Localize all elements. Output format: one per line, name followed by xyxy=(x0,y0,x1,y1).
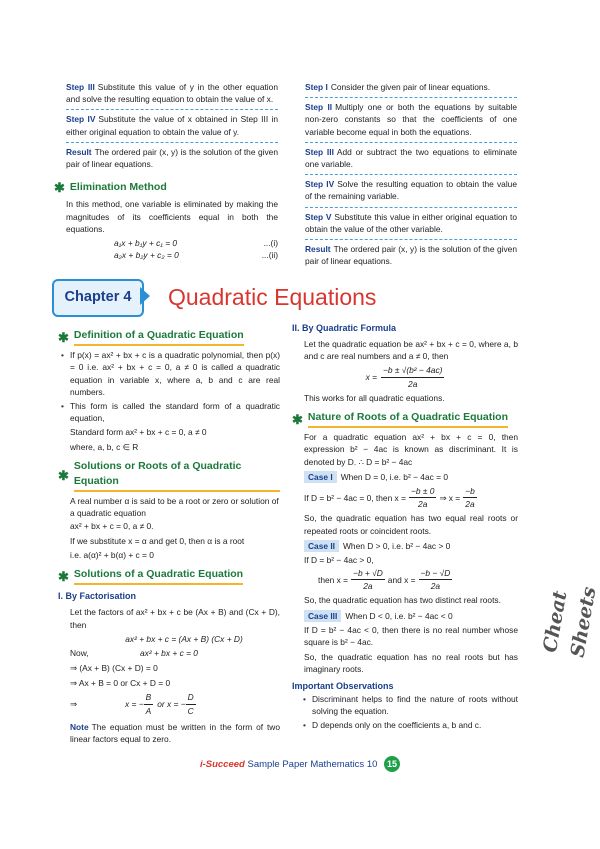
eq-part: ⇒ x = xyxy=(439,492,461,503)
factorisation-heading: I. By Factorisation xyxy=(58,591,137,602)
footer-brand: i-Succeed xyxy=(199,759,245,770)
factorisation-eq-3: ⇒ (Ax + B) (Cx + D) = 0 xyxy=(70,663,158,674)
numerator: B xyxy=(144,691,154,704)
note-label: Note xyxy=(70,721,89,732)
observation-bullet-2: • D depends only on the coefficients a, b and c. xyxy=(300,719,518,731)
formula-lhs: x = xyxy=(365,372,377,383)
case-2-badge: Case II xyxy=(304,540,339,552)
eq-part: then x = xyxy=(318,574,349,585)
section-heading-elimination xyxy=(54,180,278,195)
factorisation-eq-4: ⇒ Ax + B = 0 or Cx + D = 0 xyxy=(70,678,171,689)
heading-text: Nature of Roots of a Quadratic Equation xyxy=(308,410,508,428)
chapter-arrow-icon xyxy=(140,287,150,305)
roots-text-2: ax² + bx + c = 0, a ≠ 0. xyxy=(70,520,154,531)
note-text: The equation must be written in the form of two linear factors equal to zero. xyxy=(70,721,280,745)
case-text: When D = 0, i.e. b² − 4ac = 0 xyxy=(340,471,448,482)
chapter-title: Quadratic Equations xyxy=(168,284,377,310)
step-2-block xyxy=(305,98,517,143)
important-observations-heading: Important Observations xyxy=(292,680,394,691)
standard-form: Standard form ax² + bx + c = 0, a ≠ 0 xyxy=(70,427,207,438)
result-text: The ordered pair (x, y) is the solution of the given pair of linear equations. xyxy=(305,243,517,267)
heading-text: Solutions of a Quadratic Equation xyxy=(74,567,243,585)
top-left-column xyxy=(54,78,279,261)
denominator: 2a xyxy=(363,581,373,592)
denominator: 2a xyxy=(408,378,418,389)
result-block xyxy=(305,240,517,271)
step-text: Solve the resulting equation to obtain the value of the remaining variable. xyxy=(305,179,518,202)
case-2-eq xyxy=(292,567,518,592)
formula-works: This works for all quadratic equations. xyxy=(304,392,445,403)
step-3-block xyxy=(66,78,278,110)
quadratic-formula xyxy=(292,364,518,389)
asterisk-icon: ✱ xyxy=(292,411,303,427)
case-2-row xyxy=(292,540,518,552)
eq-part: x = − xyxy=(125,699,144,710)
fraction xyxy=(463,485,477,510)
asterisk-icon: ✱ xyxy=(58,329,69,345)
fraction-d-over-c xyxy=(186,691,196,716)
denominator: 2a xyxy=(430,581,441,592)
case-1-row xyxy=(292,471,518,483)
step-text: Substitute this value in either original equation to obtain the value of the other variable. xyxy=(305,211,517,234)
now-label: Now, xyxy=(70,647,89,658)
numerator: −b − √D xyxy=(419,567,453,580)
case-1-so: So, the quadratic equation has two equal real roots or repeated roots or coincident roots. xyxy=(304,513,518,536)
standard-form-where: where, a, b, c ∈ R xyxy=(70,441,139,452)
roots-text-1: A real number α is said to be a root or zero or solution of a quadratic equation xyxy=(70,496,279,519)
step-5-block xyxy=(305,208,517,240)
result-label: Result xyxy=(305,243,331,254)
section-heading-solutions xyxy=(58,567,280,585)
roots-text-4: i.e. a(α)² + b(α) + c = 0 xyxy=(70,549,154,560)
factorisation-eq-5 xyxy=(58,691,280,716)
fraction-b-over-a xyxy=(144,691,154,716)
denominator: 2a xyxy=(418,499,428,510)
case-3-badge: Case III xyxy=(304,610,341,622)
page-number: 15 xyxy=(384,756,400,772)
definition-bullet-2: • This form is called the standard form of a quadratic equation, xyxy=(58,400,280,424)
case-text: When D < 0, i.e. b² − 4ac < 0 xyxy=(345,610,453,621)
section-heading-roots xyxy=(58,459,280,492)
numerator: −b xyxy=(463,485,477,498)
formula-fraction xyxy=(381,364,444,389)
case-1-badge: Case I xyxy=(304,471,337,483)
formula-text: Let the quadratic equation be ax² + bx + c = 0, where a, b and c are real numbers and a ≠ 0, then xyxy=(304,339,518,362)
page-footer xyxy=(0,756,600,772)
step-label: Step II xyxy=(305,102,333,113)
equation-1 xyxy=(66,237,278,249)
nature-text: For a quadratic equation ax² + bx + c = 0, then expression b² − 4ac is known as discriminant. It is denoted by D. ∴ D = b² − 4ac xyxy=(304,432,518,467)
step-text: Consider the given pair of linear equations. xyxy=(330,82,491,92)
step-label: Step I xyxy=(305,82,328,92)
case-3-row xyxy=(292,610,518,622)
cheat-sheets-watermark: Cheat Sheets xyxy=(538,585,600,659)
eq-part: If D = b² − 4ac = 0, then x = xyxy=(304,492,406,503)
result-block xyxy=(66,143,278,174)
factorisation-eq-1: ax² + bx + c = (Ax + B) (Cx + D) xyxy=(125,633,243,644)
fraction xyxy=(351,567,385,592)
case-1-eq xyxy=(292,485,518,510)
step-4-block xyxy=(66,110,278,142)
asterisk-icon: ✱ xyxy=(58,467,69,483)
numerator: −b ± √(b² − 4ac) xyxy=(381,364,444,377)
result-label: Result xyxy=(66,146,92,157)
equation-2 xyxy=(66,249,278,261)
step-3-block xyxy=(305,143,517,175)
step-text: Multiply one or both the equations by suitable non-zero constants so that the coefficients of one variable become equal in both the equations. xyxy=(305,102,517,137)
step-label: Step IV xyxy=(305,179,335,190)
step-text: Add or subtract the two equations to eliminate one variable. xyxy=(305,146,517,169)
case-2-so: So, the quadratic equation has two distinct real roots. xyxy=(304,595,501,606)
equation-text: a₁x + b₁y + c₁ = 0 xyxy=(114,237,178,248)
factorisation-eq-2: ax² + bx + c = 0 xyxy=(140,647,198,658)
eq-part: and x = xyxy=(387,574,416,585)
observation-bullet-1: • Discriminant helps to find the nature of roots without solving the equation. xyxy=(300,693,518,717)
roots-text-3: If we substitute x = α and get 0, then α is a root xyxy=(70,535,245,546)
equation-tag: ...(ii) xyxy=(261,250,278,261)
heading-text: Definition of a Quadratic Equation xyxy=(74,328,244,346)
step-label: Step IV xyxy=(66,114,96,125)
elimination-text: In this method, one variable is eliminated by making the magnitudes of its coefficients equal in both the equations. xyxy=(66,199,278,234)
footer-title: Sample Paper Mathematics 10 xyxy=(247,759,378,770)
step-label: Step III xyxy=(66,82,95,92)
fraction xyxy=(419,567,453,592)
case-2-if: If D = b² − 4ac > 0, xyxy=(304,554,374,565)
numerator: −b + √D xyxy=(351,567,385,580)
factorisation-now-row xyxy=(58,647,280,659)
step-text: Substitute the value of x obtained in Step III in either original equation to obtain the value of y. xyxy=(66,114,279,137)
step-label: Step III xyxy=(305,146,334,157)
equation-tag: ...(i) xyxy=(263,237,278,248)
asterisk-icon: ✱ xyxy=(58,568,69,584)
denominator: A xyxy=(145,705,152,716)
numerator: −b ± 0 xyxy=(409,485,436,498)
section-heading-nature xyxy=(292,410,518,428)
denominator: 2a xyxy=(465,499,475,510)
result-text: The ordered pair (x, y) is the solution of the given pair of linear equations. xyxy=(66,146,278,169)
heading-text: Solutions or Roots of a Quadratic Equation xyxy=(74,459,280,492)
denominator: C xyxy=(187,705,194,716)
case-3-so: So, the quadratic equation has no real roots but has imaginary roots. xyxy=(304,652,518,675)
step-label: Step V xyxy=(305,211,332,222)
step-4-block xyxy=(305,175,517,207)
heading-text: Elimination Method xyxy=(69,181,167,194)
numerator: D xyxy=(186,691,196,704)
step-text: Substitute this value of y in the other equation and solve the resulting equation to obtain the value of x. xyxy=(66,82,278,105)
step-1-block xyxy=(305,78,517,98)
chapter-banner xyxy=(52,279,552,317)
equation-text: a₂x + b₂y + c₂ = 0 xyxy=(114,250,179,261)
case-3-if: If D = b² − 4ac < 0, then there is no real number whose square is b² − 4ac. xyxy=(304,624,518,648)
fraction xyxy=(409,485,436,510)
definition-bullet-1: • If p(x) = ax² + bx + c is a quadratic polynomial, then p(x) = 0 i.e. ax² + bx + c = 0, a ≠ 0 is called a quadratic equation in variable x, where a, b and c are real numbers. xyxy=(58,349,280,398)
top-right-column xyxy=(305,78,517,271)
note-block xyxy=(58,721,280,745)
bottom-left-column xyxy=(58,322,280,745)
implies-symbol: ⇒ xyxy=(70,699,78,710)
case-text: When D > 0, i.e. b² − 4ac > 0 xyxy=(343,540,451,551)
factorisation-text: Let the factors of ax² + bx + c be (Ax + B) and (Cx + D), then xyxy=(70,607,280,630)
chapter-label: Chapter 4 xyxy=(52,279,144,317)
asterisk-icon: ✱ xyxy=(54,180,65,196)
section-heading-definition xyxy=(58,328,280,346)
eq-part: or x = − xyxy=(157,699,186,710)
bottom-right-column xyxy=(292,322,518,733)
formula-heading: II. By Quadratic Formula xyxy=(292,323,397,333)
